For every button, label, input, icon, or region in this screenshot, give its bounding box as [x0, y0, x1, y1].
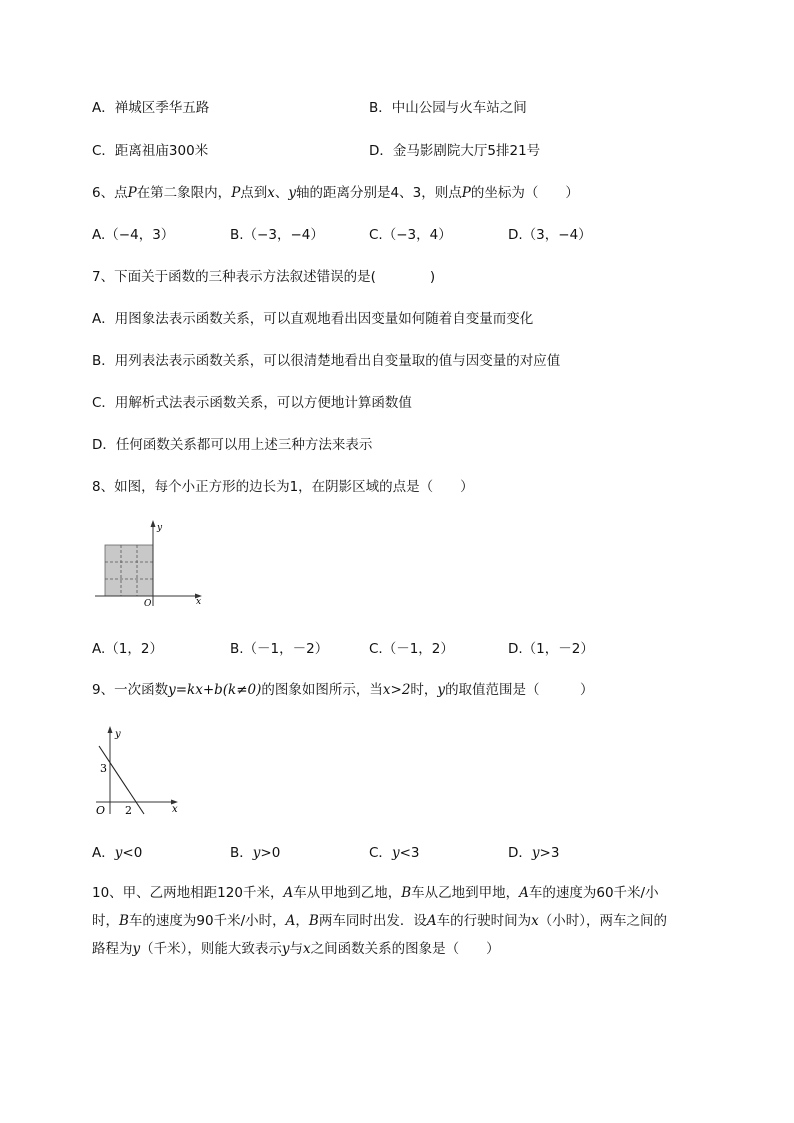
q10-text: 车的速度为60千米/小 [528, 885, 659, 901]
q10-line-3 [92, 940, 500, 958]
q6-option-a: A.（−4，3） [92, 227, 175, 243]
option-letter: C． [369, 845, 392, 861]
q10-var: y [281, 941, 290, 957]
q9-option-d [508, 844, 559, 862]
q10-text: 车的行驶时间为 [436, 913, 532, 929]
q10-var: B [308, 913, 319, 929]
q9-option-c [369, 844, 419, 862]
q10-var: A [519, 885, 529, 901]
y-axis-arrow [108, 726, 113, 733]
q9-text: 时， [410, 682, 438, 698]
y-axis-label: y [115, 729, 121, 740]
q9-text: 的图象如图所示，当 [261, 682, 383, 698]
q7-option-d: D．任何函数关系都可以用上述三种方法来表示 [92, 437, 373, 453]
q5-option-c: C．距离祖庙300米 [92, 143, 209, 159]
q9-option-a [92, 844, 142, 862]
y-axis-label: y [157, 523, 163, 533]
q10-text: 车从甲地到乙地， [293, 885, 402, 901]
origin-label: O [144, 599, 152, 609]
q6-text: 、 [274, 185, 289, 201]
q10-var: x [531, 913, 539, 929]
q10-var: y [132, 941, 141, 957]
q10-var: A [285, 913, 296, 929]
q8-option-a: A.（1，2） [92, 641, 163, 657]
q10-line-1 [92, 884, 659, 902]
q6-var: y [288, 185, 297, 201]
q6-stem [92, 184, 579, 202]
q10-var: A [283, 885, 294, 901]
option-var: y [391, 845, 400, 861]
q10-text: 之间函数关系的图象是（ ） [310, 941, 500, 957]
option-var: y [531, 845, 540, 861]
q6-option-c: C.（−3，4） [369, 227, 452, 243]
origin-label: O [96, 804, 106, 817]
q8-option-d: D.（1，－2） [508, 641, 594, 657]
q9-var: y [437, 682, 446, 698]
q10-var: B [401, 885, 412, 901]
q10-text: 车从乙地到甲地， [411, 885, 520, 901]
option-text: >3 [539, 845, 560, 861]
q10-var: B [119, 913, 129, 929]
q6-option-d: D.（3，−4） [508, 227, 592, 243]
q6-option-b: B.（−3，−4） [230, 227, 324, 243]
q9-stem [92, 681, 594, 699]
q5-option-a: A．禅城区季华五路 [92, 100, 210, 116]
option-text: <3 [399, 845, 420, 861]
q9-formula: y=kx+b(k≠0) [168, 682, 262, 698]
q5-option-b: B．中山公园与火车站之间 [369, 100, 527, 116]
q6-text: 在第二象限内， [136, 185, 232, 201]
q10-var: x [303, 941, 311, 957]
q8-stem: 8、如图，每个小正方形的边长为1，在阴影区域的点是（ ） [92, 479, 474, 495]
q10-text: 10、甲、乙两地相距120千米， [92, 885, 284, 901]
q5-option-d: D．金马影剧院大厅5排21号 [369, 143, 541, 159]
q7-stem: 7、下面关于函数的三种表示方法叙述错误的是( ) [92, 269, 436, 285]
q6-var: x [267, 185, 275, 201]
q10-text: 路程为 [92, 941, 133, 957]
q10-text: 时， [92, 913, 119, 929]
q6-var: P [127, 185, 137, 201]
function-line [99, 746, 144, 814]
q6-var: P [231, 185, 241, 201]
q10-text: 车的速度为90千米/小时， [128, 913, 286, 929]
q10-var: A [426, 913, 437, 929]
x-axis-label: x [172, 804, 178, 815]
q10-text: 与 [289, 941, 304, 957]
option-var: y [252, 845, 261, 861]
q7-option-a: A．用图象法表示函数关系，可以直观地看出因变量如何随着自变量而变化 [92, 311, 534, 327]
q8-option-b: B.（－1，－2） [230, 641, 329, 657]
x-axis-label: x [196, 597, 202, 607]
option-letter: D． [508, 845, 532, 861]
y-axis-arrow [151, 520, 156, 527]
q8-figure [90, 518, 210, 610]
q7-option-c: C．用解析式法表示函数关系，可以方便地计算函数值 [92, 395, 412, 411]
y-intercept-label: 3 [100, 762, 107, 775]
q9-condition: x>2 [382, 682, 411, 698]
q10-text: （千米），则能大致表示 [140, 941, 282, 957]
option-letter: A． [92, 845, 115, 861]
q10-text: （小时），两车之间的 [538, 913, 667, 929]
q10-text: 两车同时出发．设 [318, 913, 427, 929]
shaded-region [105, 545, 153, 596]
q6-text: 轴的距离分别是4、3，则点 [296, 185, 462, 201]
option-letter: B． [230, 845, 253, 861]
q6-text: 的坐标为（ ） [470, 185, 579, 201]
q9-option-b [230, 844, 280, 862]
q9-text: 的取值范围是（ ） [445, 682, 594, 698]
q7-option-b: B．用列表法表示函数关系，可以很清楚地看出自变量取的值与因变量的对应值 [92, 353, 561, 369]
option-var: y [114, 845, 123, 861]
q9-text: 9、一次函数 [92, 682, 169, 698]
q10-text: ， [295, 913, 309, 929]
q10-line-2 [92, 912, 667, 930]
q6-text: 点到 [240, 185, 268, 201]
x-intercept-label: 2 [125, 804, 132, 817]
q9-figure [88, 724, 188, 820]
q8-option-c: C.（－1，2） [369, 641, 454, 657]
q6-text: 6、点 [92, 185, 128, 201]
q6-var: P [461, 185, 471, 201]
option-text: <0 [122, 845, 143, 861]
option-text: >0 [260, 845, 281, 861]
